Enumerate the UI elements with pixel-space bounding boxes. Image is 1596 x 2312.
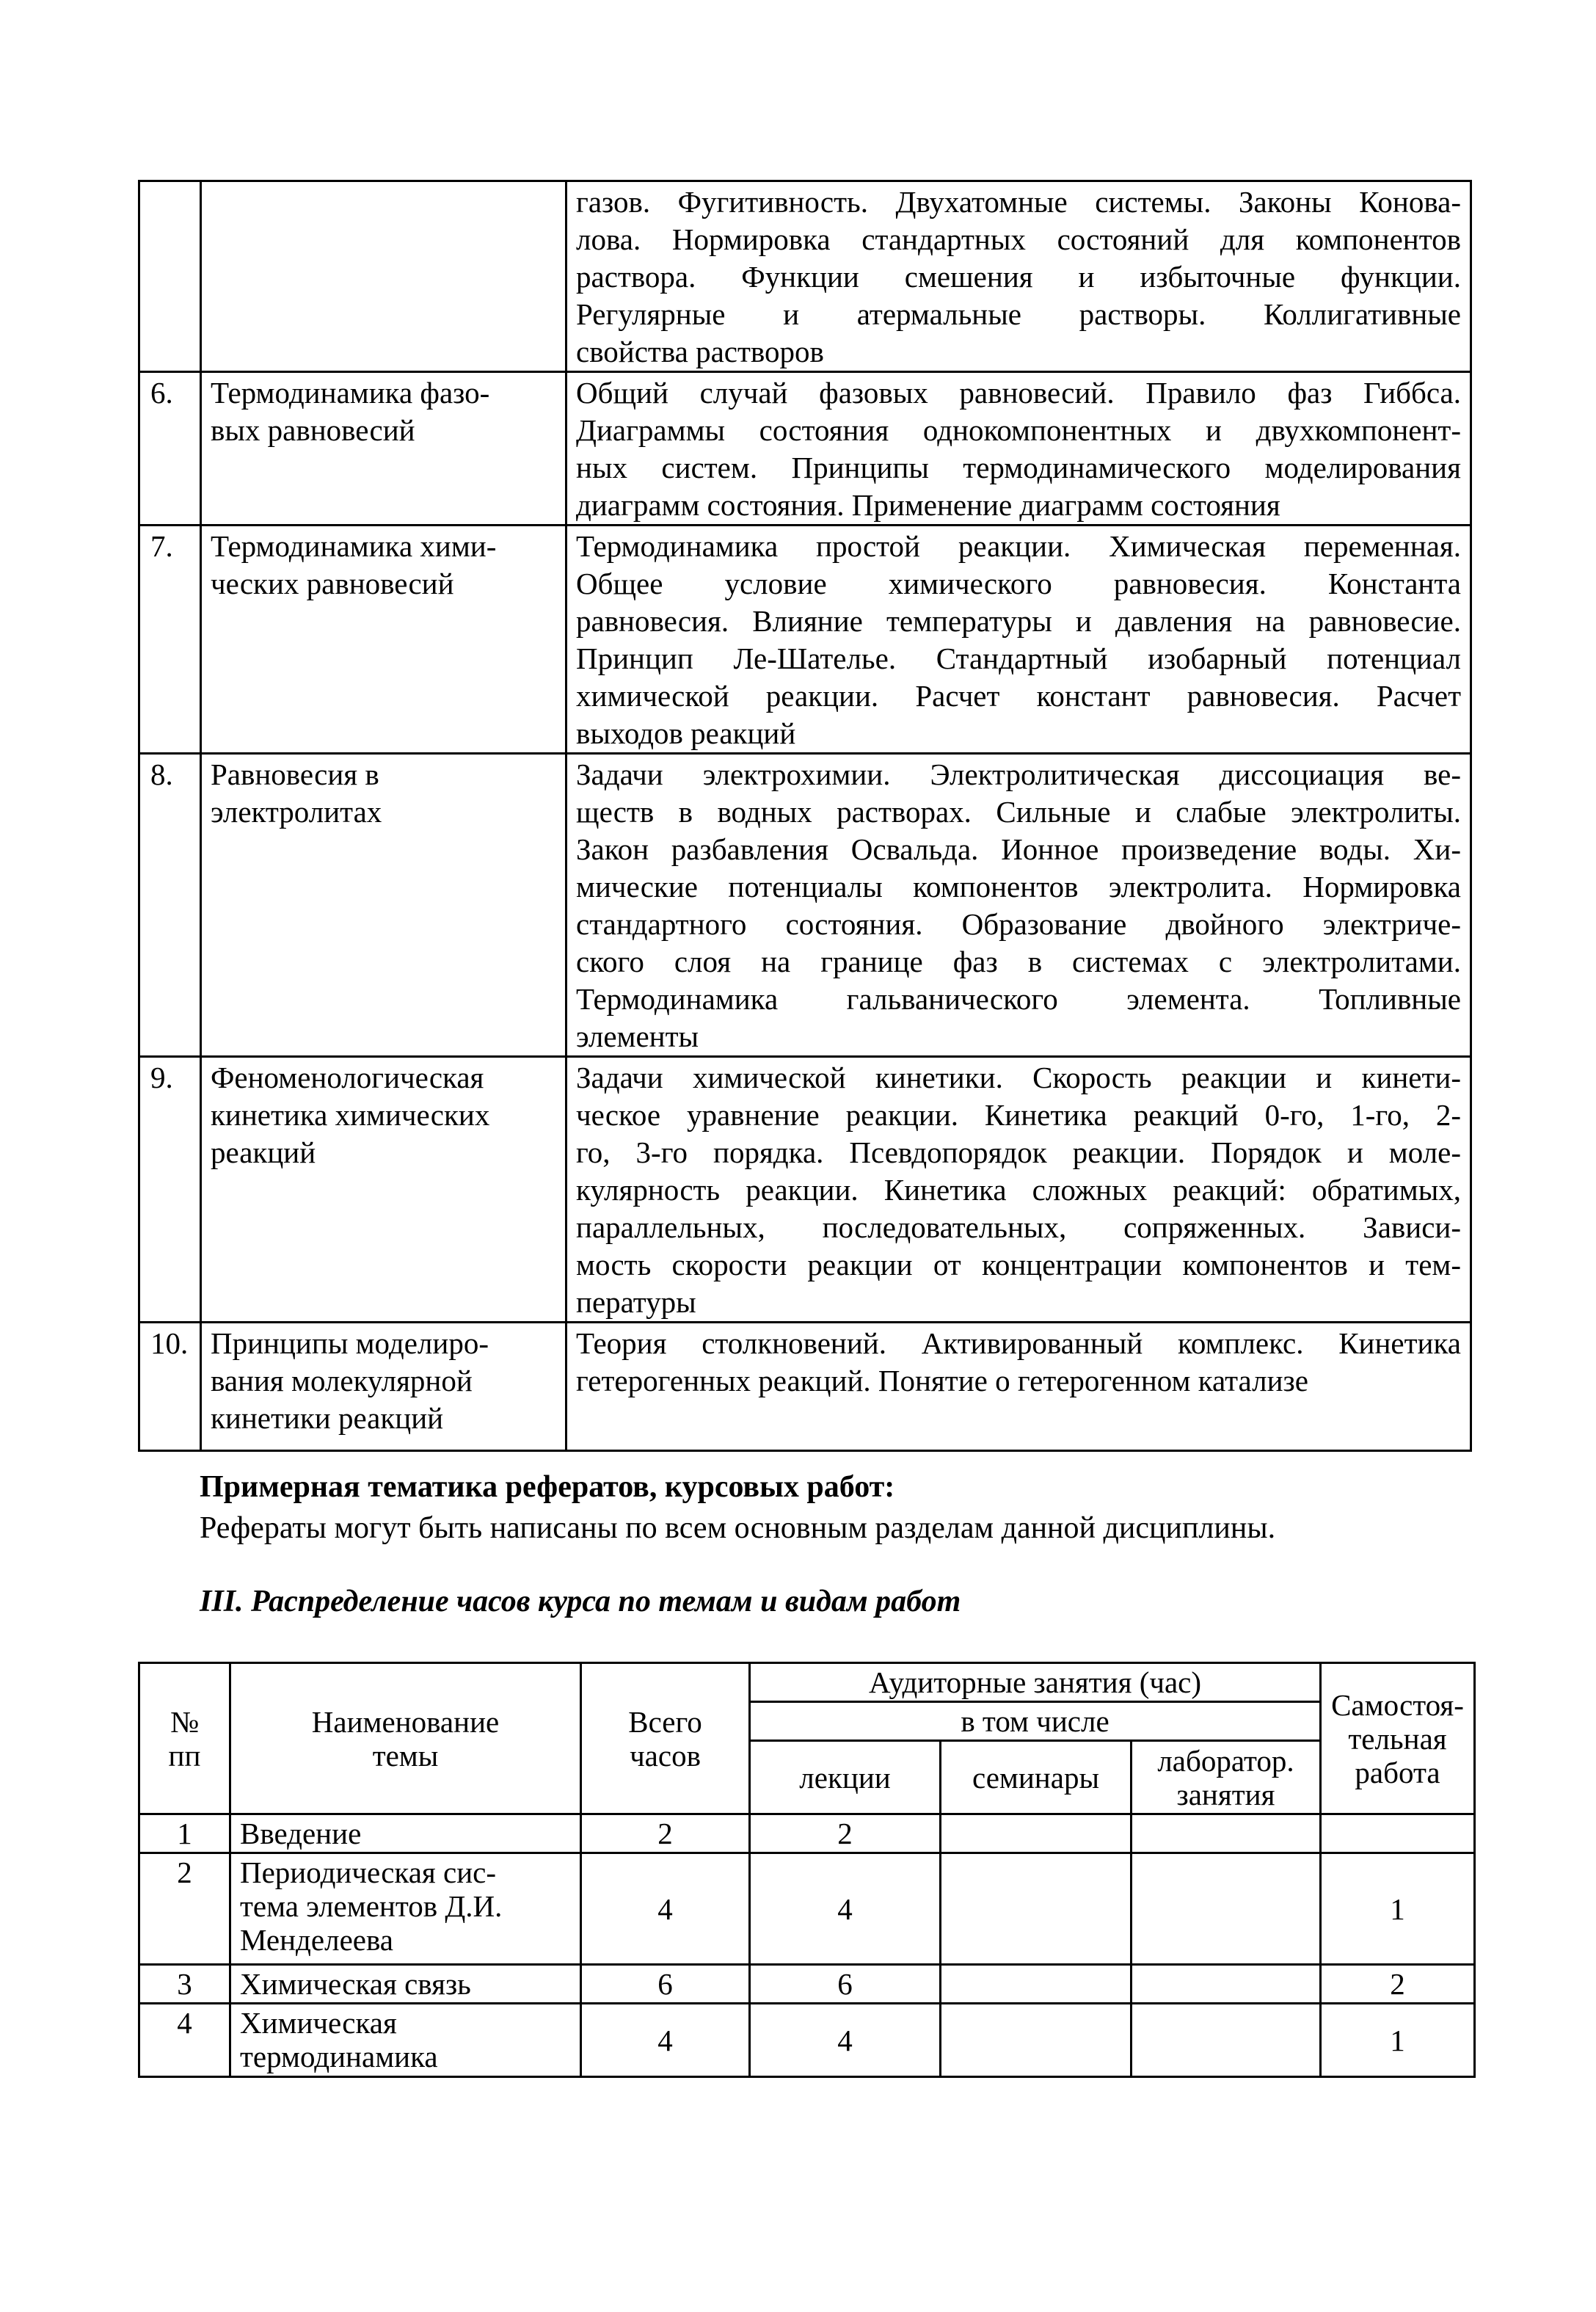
topic-content	[566, 526, 1471, 754]
cell-self: 2	[1321, 1965, 1475, 2004]
header-self	[1321, 1663, 1475, 1814]
cell-self: 1	[1321, 2004, 1475, 2077]
table-row	[139, 1814, 1475, 1853]
cell-name	[230, 1814, 581, 1853]
cell-labs	[1132, 1814, 1321, 1853]
name-line: Периодическая сис-	[240, 1855, 497, 1889]
content-line: Диаграммы состояния однокомпонентных и двухкомпонент-	[576, 413, 1461, 447]
cell-self: 1	[1321, 1853, 1475, 1965]
cell-lectures: 2	[750, 1814, 941, 1853]
cell-total: 4	[581, 1853, 750, 1965]
title-line: кинетики реакций	[211, 1401, 444, 1435]
title-line: Термодинамика хими-	[211, 529, 497, 563]
content-line: стандартного состояния. Образование двойного электриче-	[576, 907, 1461, 941]
content-line: гетерогенных реакций. Понятие о гетерогенном катализе	[576, 1364, 1308, 1397]
cell-seminars	[941, 2004, 1132, 2077]
header-self-line: тельная	[1348, 1721, 1447, 1756]
title-line: Термодинамика фазо-	[211, 376, 490, 410]
topic-title	[201, 1057, 566, 1323]
cell-lectures: 4	[750, 1853, 941, 1965]
essays-heading: Примерная тематика рефератов, курсовых работ:	[200, 1470, 895, 1504]
topic-content	[566, 1323, 1471, 1451]
cell-num: 3	[139, 1965, 230, 2004]
content-line: мость скорости реакции от концентрации компонентов и тем-	[576, 1248, 1461, 1282]
row-number: 10.	[139, 1323, 201, 1451]
header-including: в том числе	[750, 1702, 1321, 1741]
header-name-line: Наименование	[311, 1704, 500, 1739]
table-row	[139, 1853, 1475, 1965]
topic-title	[201, 1323, 566, 1451]
content-line: ществ в водных растворах. Сильные и слабые электролиты.	[576, 795, 1461, 829]
header-num-line: пп	[168, 1738, 201, 1773]
row-number: 9.	[139, 1057, 201, 1323]
title-line: ческих равновесий	[211, 567, 454, 600]
name-line: Химическая	[240, 2006, 397, 2040]
cell-name	[230, 1965, 581, 2004]
cell-num: 1	[139, 1814, 230, 1853]
content-line: кулярность реакции. Кинетика сложных реакций: обратимых,	[576, 1173, 1461, 1207]
name-line: Введение	[240, 1817, 362, 1850]
title-line: электролитах	[211, 795, 382, 829]
cell-self	[1321, 1814, 1475, 1853]
content-line: Задачи химической кинетики. Скорость реакции и кинети-	[576, 1061, 1461, 1094]
row-number: 8.	[139, 754, 201, 1057]
title-line: вых равновесий	[211, 413, 415, 447]
header-self-line: работа	[1355, 1755, 1440, 1789]
table-row	[139, 1323, 1471, 1451]
name-line: термодинамика	[240, 2040, 438, 2073]
content-line: элементы	[576, 1019, 699, 1053]
table-row	[139, 2004, 1475, 2077]
content-line: пературы	[576, 1285, 696, 1319]
header-name	[230, 1663, 581, 1814]
name-line: Химическая связь	[240, 1967, 471, 2001]
cell-lectures: 6	[750, 1965, 941, 2004]
content-line: Регулярные и атермальные растворы. Коллигативные	[576, 297, 1461, 331]
content-line: лова. Нормировка стандартных состояний для компонентов	[576, 222, 1461, 256]
table-row	[139, 372, 1471, 526]
header-total	[581, 1663, 750, 1814]
row-number: 7.	[139, 526, 201, 754]
row-number: 6.	[139, 372, 201, 526]
header-num	[139, 1663, 230, 1814]
title-line: Равновесия в	[211, 757, 379, 791]
table-row	[139, 526, 1471, 754]
content-line: параллельных, последовательных, сопряженных. Зависи-	[576, 1210, 1461, 1244]
content-line: го, 3-го порядка. Псевдопорядок реакции. Порядок и моле-	[576, 1135, 1461, 1169]
table-row	[139, 754, 1471, 1057]
topics-table	[138, 180, 1472, 1452]
cell-total: 2	[581, 1814, 750, 1853]
cell-name	[230, 2004, 581, 2077]
content-line: мические потенциалы компонентов электролита. Нормировка	[576, 870, 1461, 904]
title-line: реакций	[211, 1135, 316, 1169]
title-line: кинетика химических	[211, 1098, 490, 1132]
title-line: Феноменологическая	[211, 1061, 484, 1094]
hours-table	[138, 1662, 1476, 2078]
topic-content	[566, 1057, 1471, 1323]
topic-content	[566, 372, 1471, 526]
content-line: ского слоя на границе фаз в системах с электролитами.	[576, 945, 1461, 978]
topic-content	[566, 754, 1471, 1057]
cell-num: 2	[139, 1853, 230, 1965]
name-line: Менделеева	[240, 1923, 393, 1957]
title-line: вания молекулярной	[211, 1364, 473, 1397]
header-self-line: Самостоя-	[1331, 1687, 1464, 1722]
header-labs	[1132, 1741, 1321, 1814]
topic-title	[201, 372, 566, 526]
content-line: свойства растворов	[576, 335, 824, 368]
cell-seminars	[941, 1853, 1132, 1965]
header-num-line: №	[170, 1704, 200, 1739]
name-line: тема элементов Д.И.	[240, 1889, 503, 1923]
content-line: ных систем. Принципы термодинамического моделирования	[576, 451, 1461, 484]
cell-total: 4	[581, 2004, 750, 2077]
content-line: Термодинамика гальванического элемента. Топливные	[576, 982, 1461, 1016]
header-lectures: лекции	[750, 1741, 941, 1814]
cell-labs	[1132, 1965, 1321, 2004]
cell-labs	[1132, 2004, 1321, 2077]
content-line: Термодинамика простой реакции. Химическая переменная.	[576, 529, 1461, 563]
content-line: равновесия. Влияние температуры и давления на равновесие.	[576, 604, 1461, 638]
content-line: Закон разбавления Освальда. Ионное произведение воды. Хи-	[576, 832, 1461, 866]
topic-content	[566, 181, 1471, 372]
content-line: Задачи электрохимии. Электролитическая диссоциация ве-	[576, 757, 1461, 791]
cell-seminars	[941, 1965, 1132, 2004]
topic-title	[201, 526, 566, 754]
row-number	[139, 181, 201, 372]
cell-total: 6	[581, 1965, 750, 2004]
table-row	[139, 1057, 1471, 1323]
content-line: Принцип Ле-Шателье. Стандартный изобарный потенциал	[576, 641, 1461, 675]
content-line: Теория столкновений. Активированный комплекс. Кинетика	[576, 1326, 1461, 1360]
title-line: Принципы моделиро-	[211, 1326, 489, 1360]
cell-labs	[1132, 1853, 1321, 1965]
section-heading: III. Распределение часов курса по темам и видам работ	[200, 1585, 961, 1618]
header-name-line: темы	[372, 1738, 439, 1773]
content-line: ческое уравнение реакции. Кинетика реакций 0-го, 1-го, 2-	[576, 1098, 1461, 1132]
cell-lectures: 4	[750, 2004, 941, 2077]
header-labs-line: занятия	[1176, 1777, 1275, 1811]
content-line: диаграмм состояния. Применение диаграмм состояния	[576, 488, 1280, 522]
header-row	[139, 1663, 1475, 1702]
content-line: газов. Фугитивность. Двухатомные системы. Законы Конова-	[576, 185, 1461, 219]
content-line: химической реакции. Расчет констант равновесия. Расчет	[576, 679, 1461, 713]
header-auditory: Аудиторные занятия (час)	[750, 1663, 1321, 1702]
content-line: Общий случай фазовых равновесий. Правило фаз Гиббса.	[576, 376, 1461, 410]
topic-title	[201, 754, 566, 1057]
cell-num: 4	[139, 2004, 230, 2077]
table-row	[139, 1965, 1475, 2004]
header-seminars: семинары	[941, 1741, 1132, 1814]
content-line: Общее условие химического равновесия. Константа	[576, 567, 1461, 600]
cell-seminars	[941, 1814, 1132, 1853]
content-line: выходов реакций	[576, 716, 796, 750]
header-total-line: Всего	[628, 1704, 702, 1739]
header-labs-line: лаборатор.	[1157, 1743, 1294, 1778]
essays-text: Рефераты могут быть написаны по всем основным разделам данной дисциплины.	[200, 1511, 1276, 1545]
cell-name	[230, 1853, 581, 1965]
content-line: раствора. Функции смешения и избыточные функции.	[576, 260, 1461, 294]
topic-title	[201, 181, 566, 372]
header-total-line: часов	[630, 1738, 701, 1773]
table-row	[139, 181, 1471, 372]
